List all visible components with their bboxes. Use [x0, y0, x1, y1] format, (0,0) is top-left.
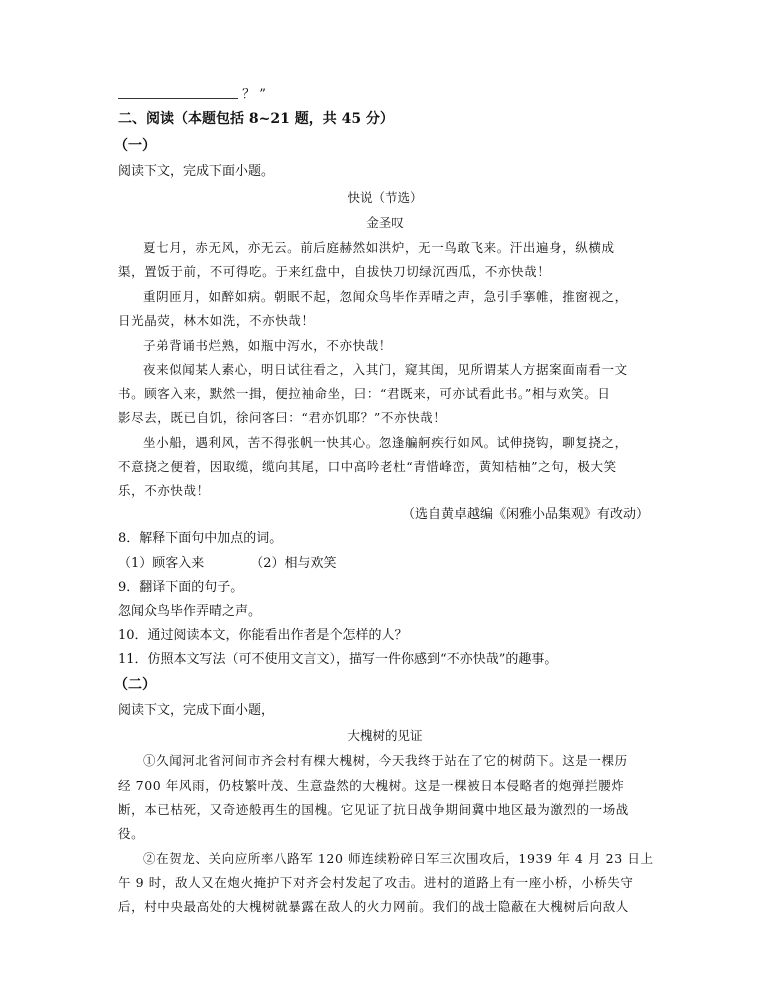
top-fragment: ？ ” [242, 87, 266, 102]
q8-option-2: （2）相与欢笑 [250, 556, 337, 571]
passage-line: 坐小船，遇利风，苦不得张帆一快其心。忽逢艑舸疾行如风。试伸挠钩，聊复挠之， [143, 435, 628, 450]
answer-blank [118, 86, 238, 99]
passage-line: 乐，不亦快哉！ [118, 483, 210, 498]
part2-instruction: 阅读下文，完成下面小题， [118, 703, 275, 718]
passage-line: 夜来似闻某人素心，明日试往看之，入其门，窥其闺，见所谓某人方据案面南看一文 [143, 362, 628, 377]
passage-line: 不意挠之便着，因取缆，缆向其尾，口中高吟老杜“青惜峰峦，黄知桔柚”之句，极大笑 [118, 459, 617, 474]
passage-line: 夏七月，赤无风，亦无云。前后庭赫然如洪炉，无一鸟敢飞来。汗出遍身，纵横成 [143, 240, 615, 255]
passage2-line: 后，村中央最高处的大槐树就暴露在敌人的火力网前。我们的战士隐蔽在大槐树后向敌人 [118, 899, 629, 914]
part2-label: （二） [114, 677, 156, 693]
passage-line: 渠，置饭于前，不可得吃。于来红盘中，自拔快刀切绿沉西瓜，不亦快哉！ [118, 264, 551, 279]
passage-line: 影尽去，既已自饥，徐问客曰：“君亦饥耶？”不亦快哉！ [118, 410, 447, 425]
passage-line: 日光晶荧，林木如洗，不亦快哉！ [118, 313, 315, 328]
answer-blank-line [118, 86, 266, 103]
passage2-line: 午 9 时，敌人又在炮火掩护下对齐会村发起了攻击。进村的道路上有一座小桥，小桥失守 [118, 875, 634, 890]
passage2-line: ①久闻河北省河间市齐会村有棵大槐树，今天我终于站在了它的树荫下。这是一棵历 [143, 753, 628, 768]
question-9-sentence: 忽闻众鸟毕作弄晴之声。 [118, 604, 262, 619]
question-8-options [118, 556, 337, 572]
passage-source: （选自黄卓越编《闲雅小品集观》有改动） [401, 507, 649, 522]
passage-line: 子弟背诵书烂熟，如瓶中泻水，不亦快哉！ [143, 338, 392, 353]
passage2-line: ②在贺龙、关向应所率八路军 120 师连续粉碎日军三次围攻后，1939 年 4 月 23 日上 [143, 851, 654, 866]
question-11: 11．仿照本文写法（可不使用文言文），描写一件你感到“不亦快哉”的趣事。 [118, 652, 558, 667]
passage-title: 快说（节选） [347, 190, 423, 205]
part1-label: （一） [114, 138, 156, 154]
question-8: 8．解释下面句中加点的词。 [118, 531, 283, 546]
passage2-title: 大槐树的见证 [347, 728, 423, 743]
part1-instruction: 阅读下文，完成下面小题。 [118, 164, 275, 179]
question-10: 10．通过阅读本文，你能看出作者是个怎样的人？ [118, 628, 408, 643]
section-heading: 二、阅读（本题包括 8~21 题，共 45 分） [118, 111, 394, 127]
passage-line: 书。顾客入来，默然一揖，便拉袖命坐，曰：“君既来，可亦试看此书。”相与欢笑。日 [118, 386, 611, 401]
passage-author: 金圣叹 [366, 215, 404, 230]
q8-option-1: （1）顾客入来 [118, 556, 205, 571]
question-9: 9．翻译下面的句子。 [118, 580, 244, 595]
passage2-line: 断，本已枯死，又奇迹般再生的国槐。它见证了抗日战争期间冀中地区最为激烈的一场战 [118, 802, 629, 817]
passage-line: 重阴匝月，如醉如病。朝眠不起，忽闻众鸟毕作弄晴之声，急引手搴帷，推窗视之， [143, 289, 628, 304]
passage2-line: 经 700 年风雨，仍枝繁叶茂、生意盎然的大槐树。这是一棵被日本侵略者的炮弹拦腰炸 [118, 778, 625, 793]
passage2-line: 役。 [118, 826, 145, 841]
